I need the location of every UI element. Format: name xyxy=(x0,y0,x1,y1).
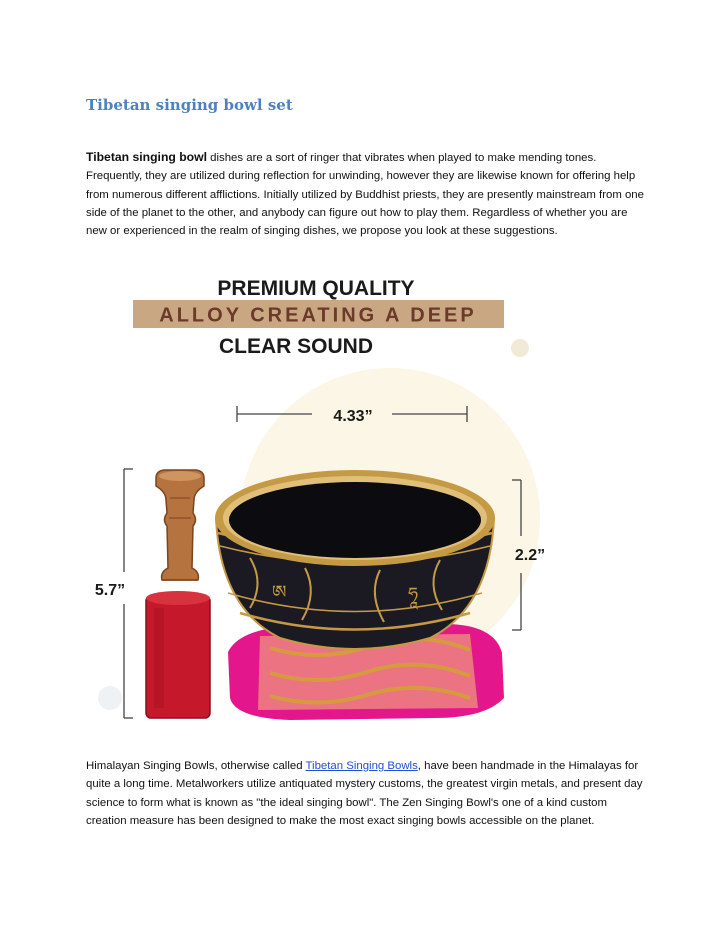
bowl-interior xyxy=(229,482,481,558)
mallet-label: 5.7” xyxy=(94,582,126,599)
bowl-engraving: ཨ xyxy=(272,582,287,603)
intro-text: dishes are a sort of ringer that vibrates when played to make mending tones. Frequently, they are utilized during reflection for unwinding, however they are likewise known for offering help from numerous different afflictions. Initially utilized by Buddhist priests, they are presently mainstream from one side of the planet to the other, and anybody can figure out how to play them. Regardless of whether you are new or experienced in the realm of singing dishes, we propose you look at these suggestions. xyxy=(86,152,644,238)
tibetan-singing-bowls-link[interactable]: Tibetan Singing Bowls xyxy=(305,760,418,772)
singing-bowl xyxy=(215,470,495,649)
background-dot xyxy=(98,686,122,710)
page-title: Tibetan singing bowl set xyxy=(86,96,293,114)
himalayan-paragraph xyxy=(86,757,646,830)
background-dot xyxy=(511,339,529,357)
headline-line1: PREMIUM QUALITY xyxy=(217,277,415,300)
product-image xyxy=(90,268,560,748)
intro-bold-lead: Tibetan singing bowl xyxy=(86,150,207,164)
headline-line3: CLEAR SOUND xyxy=(218,335,374,358)
width-label: 4.33” xyxy=(333,408,373,425)
mallet xyxy=(146,470,210,718)
himalayan-text-after: , have been handmade in the Himalayas for quite a long time. Metalworkers utilize antiquated mystery customs, the greatest virgin metals, and present day science to form what is known as "the ideal singing bowl". The Zen Singing Bowl's one of a kind custom creation measure has been designed to make the most exact singing bowls accessible on the planet. xyxy=(86,760,643,827)
svg-text:ཧཱ: ཧཱ xyxy=(408,584,419,605)
himalayan-text-before: Himalayan Singing Bowls, otherwise called xyxy=(86,760,306,772)
height-label: 2.2” xyxy=(514,547,546,564)
intro-paragraph xyxy=(86,148,646,240)
headline-line2: ALLOY CREATING A DEEP xyxy=(159,304,477,327)
singing-bowl-illustration xyxy=(90,268,560,748)
